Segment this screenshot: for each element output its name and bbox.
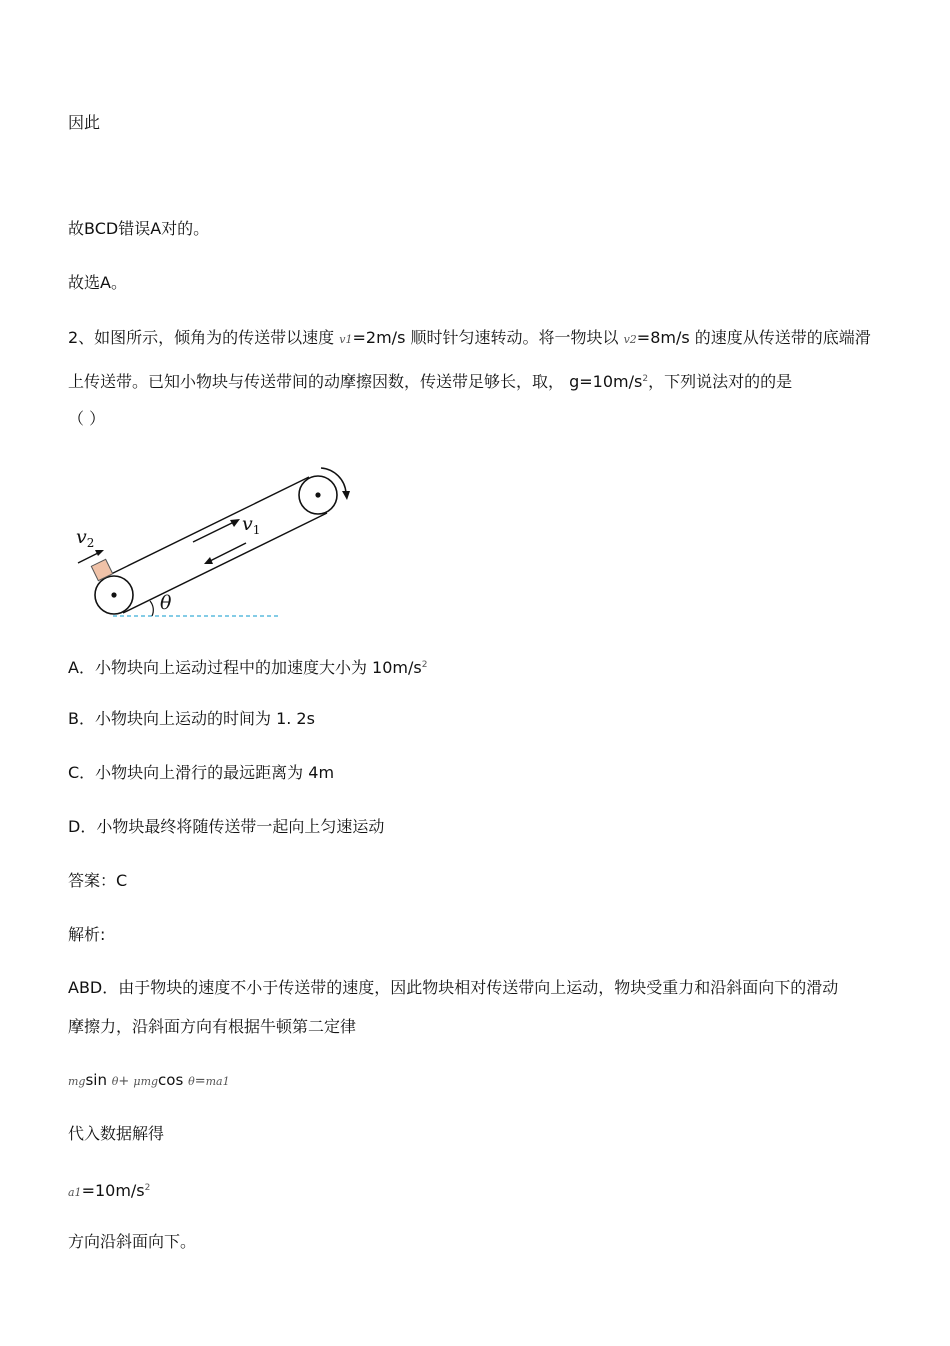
option-d xyxy=(68,816,384,838)
option-b xyxy=(68,708,315,730)
equation-text: = xyxy=(194,1074,206,1089)
equation-symbol: μ xyxy=(133,1075,141,1088)
option-a xyxy=(68,654,427,679)
question-line-2 xyxy=(68,368,792,393)
equation-text: sin xyxy=(85,1071,112,1089)
result-line xyxy=(68,1177,150,1204)
answer-text: 答案：C xyxy=(68,871,128,890)
equation-symbol: mg xyxy=(68,1075,86,1088)
bottom-pulley-axle xyxy=(111,592,116,597)
option-text: A．小物块向上运动过程中的加速度大小为 10m/s xyxy=(68,658,422,677)
equation-symbol: θ xyxy=(188,1075,195,1088)
theta-label: θ xyxy=(160,592,172,614)
question-text: =8m/s 的速度从传送带的底端滑 xyxy=(636,328,871,347)
equation-symbol: θ xyxy=(111,1075,119,1088)
superscript: 2 xyxy=(642,374,649,384)
v2-label: $v_2$ xyxy=(76,526,95,550)
belt-bottom-line xyxy=(123,513,327,613)
result-text: =10m/s xyxy=(81,1181,145,1200)
question-text: 2、如图所示，倾角为的传送带以速度 xyxy=(68,328,340,347)
equation-text: + xyxy=(118,1074,134,1089)
equation-symbol: mg xyxy=(140,1075,159,1088)
question-text: 上传送带。已知小物块与传送带间的动摩擦因数，传送带足够长，取， g=10m/s xyxy=(68,372,643,391)
analysis-line-2 xyxy=(68,1016,356,1038)
conveyor-belt-figure xyxy=(68,455,368,630)
analysis-label: 解析: xyxy=(68,925,106,944)
rotation-arrowhead xyxy=(342,491,350,500)
line-text: 因此 xyxy=(68,113,101,132)
analysis-text: ABD．由于物块的速度不小于传送带的速度，因此物块相对传送带向上运动，物块受重力和沿斜面向下的滑动 xyxy=(68,978,839,997)
option-text: C．小物块向上滑行的最远距离为 4m xyxy=(68,763,335,782)
question-text: ，下列说法对的的是 xyxy=(648,372,793,391)
analysis-line-1 xyxy=(68,977,838,999)
v2-arrowhead xyxy=(95,550,104,556)
v1-label: $v_1$ xyxy=(242,513,261,537)
equation-text: cos xyxy=(158,1071,189,1089)
conveyor-diagram xyxy=(68,455,368,630)
top-pulley-axle xyxy=(315,492,320,497)
text-line xyxy=(68,112,100,134)
superscript: 2 xyxy=(144,1183,151,1193)
equation-symbol: a1 xyxy=(68,1186,82,1199)
v1-up-arrow xyxy=(193,521,236,542)
equation-line xyxy=(68,1069,230,1093)
option-text: D．小物块最终将随传送带一起向上匀速运动 xyxy=(68,817,385,836)
option-text: B．小物块向上运动的时间为 1. 2s xyxy=(68,709,315,728)
direction-line xyxy=(68,1231,196,1253)
answer-blank xyxy=(68,408,105,430)
down-arrow xyxy=(208,543,246,562)
question-line-1 xyxy=(68,327,871,351)
option-c xyxy=(68,762,334,784)
line-text: 故选A。 xyxy=(68,273,127,292)
v2-arrow xyxy=(78,552,100,563)
text-line xyxy=(68,218,209,240)
text-line xyxy=(68,272,127,294)
line-text: 代入数据解得 xyxy=(68,1124,165,1143)
superscript: 2 xyxy=(421,660,428,670)
substitute-line xyxy=(68,1123,164,1145)
analysis-text: 摩擦力，沿斜面方向有根据牛顿第二定律 xyxy=(68,1017,357,1036)
angle-arc xyxy=(150,601,153,616)
analysis-heading xyxy=(68,924,105,946)
answer-line xyxy=(68,870,127,892)
line-text: 方向沿斜面向下。 xyxy=(68,1232,197,1251)
v1-symbol: v1 xyxy=(339,333,353,346)
equation-symbol: ma1 xyxy=(205,1075,230,1088)
v2-symbol: v2 xyxy=(623,333,637,346)
line-text: 故BCD错误A对的。 xyxy=(68,219,210,238)
question-text: =2m/s 顺时针匀速转动。将一物块以 xyxy=(352,328,624,347)
blank-parens: （ ） xyxy=(68,409,106,428)
